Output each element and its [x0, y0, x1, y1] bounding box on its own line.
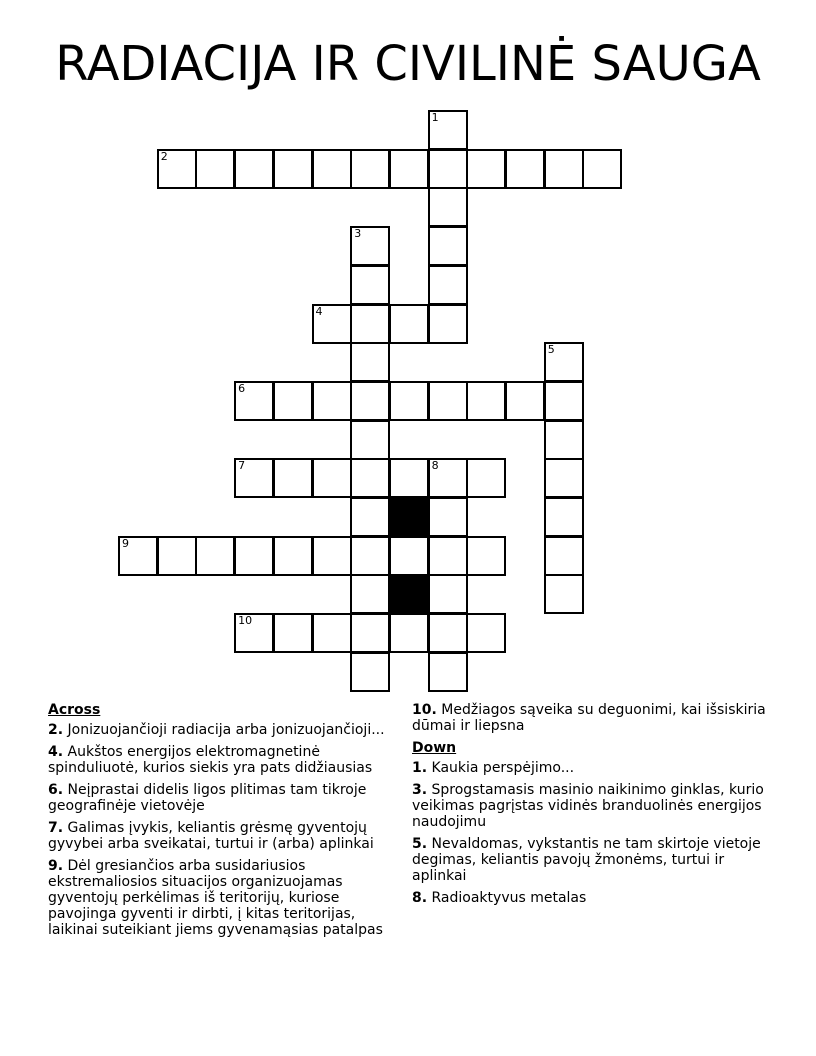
clue-down-1: 1. Kaukia perspėjimo... [412, 760, 575, 776]
grid-cell[interactable] [312, 304, 352, 344]
grid-cell[interactable] [195, 536, 235, 576]
grid-cell[interactable] [428, 458, 468, 498]
grid-cell[interactable] [389, 149, 429, 189]
clue-across-6: 6. Neįprastai didelis ligos plitimas tam tikroje geografinėje vietovėje [48, 782, 367, 814]
clue-down-3: 3. Sprogstamasis masinio naikinimo ginklas, kurio veikimas pagrįstas vidinės branduolinės energijos naudojimu [412, 782, 764, 830]
grid-cell[interactable] [234, 613, 274, 653]
down-heading: Down [412, 740, 457, 756]
grid-cell[interactable] [466, 458, 506, 498]
grid-cell[interactable] [234, 381, 274, 421]
grid-cell[interactable] [234, 536, 274, 576]
grid-cell[interactable] [350, 420, 390, 460]
grid-cell[interactable] [350, 613, 390, 653]
clue-number: 9 [122, 536, 129, 550]
grid-cell[interactable] [505, 381, 545, 421]
grid-cell[interactable] [312, 458, 352, 498]
clue-number: 3 [354, 227, 362, 241]
clues-right-column [412, 702, 782, 912]
grid-cell[interactable] [428, 265, 468, 305]
grid-cell[interactable] [544, 420, 584, 460]
grid-cell[interactable] [582, 149, 622, 189]
grid-cell[interactable] [350, 381, 390, 421]
grid-cell[interactable] [389, 613, 429, 653]
clue-number: 6 [238, 381, 246, 395]
grid-cell[interactable] [350, 149, 390, 189]
clue-down-8: 8. Radioaktyvus metalas [412, 890, 587, 906]
grid-cell[interactable] [428, 652, 468, 692]
grid-cell[interactable] [157, 149, 197, 189]
grid-cell[interactable] [428, 381, 468, 421]
grid-cell[interactable] [466, 536, 506, 576]
clue-across-10: 10. Medžiagos sąveika su deguonimi, kai išsiskiria dūmai ir liepsna [412, 702, 766, 734]
grid-cell[interactable] [428, 304, 468, 344]
clue-number: 8 [431, 459, 439, 473]
clue-number: 10 [238, 614, 253, 628]
grid-cell[interactable] [389, 381, 429, 421]
clue-down-5: 5. Nevaldomas, vykstantis ne tam skirtoje vietoje degimas, keliantis pavojų žmonėms, turtui ir aplinkai [412, 836, 761, 884]
grid-cell[interactable] [544, 574, 584, 614]
grid-cell[interactable] [350, 497, 390, 537]
clue-across-9: 9. Dėl gresiančios arba susidariusios ekstremaliosios situacijos organizuojamas gyventojų perkėlimas iš teritorijų, kuriose pavojinga gyventi ir dirbti, į kitas teritorijas, laikinai suteikiant jiems gyvenamąsias patalpas [48, 858, 383, 938]
clues-left-column [48, 702, 408, 944]
clue-across-2: 2. Jonizuojančioji radiacija arba jonizuojančioji... [48, 722, 385, 738]
grid-cell[interactable] [350, 458, 390, 498]
grid-cell[interactable] [544, 497, 584, 537]
grid-cell[interactable] [544, 342, 584, 382]
grid-cell[interactable] [350, 226, 390, 266]
grid-cell[interactable] [466, 149, 506, 189]
grid-cell[interactable] [195, 149, 235, 189]
page-title: RADIACIJA IR CIVILINĖ SAUGA [55, 36, 761, 92]
clue-across-7: 7. Galimas įvykis, keliantis grėsmę gyventojų gyvybei arba sveikatai, turtui ir (arba) aplinkai [48, 820, 374, 852]
grid-cell[interactable] [466, 381, 506, 421]
grid-cell[interactable] [428, 110, 468, 150]
grid-cell[interactable] [544, 458, 584, 498]
grid-cell[interactable] [428, 613, 468, 653]
grid-cell[interactable] [428, 536, 468, 576]
grid-cell[interactable] [350, 265, 390, 305]
clue-number: 2 [160, 149, 168, 163]
grid-cell[interactable] [389, 536, 429, 576]
grid-cell[interactable] [312, 381, 352, 421]
grid-cell[interactable] [544, 536, 584, 576]
grid-cell-black [389, 574, 429, 614]
grid-cell[interactable] [544, 381, 584, 421]
grid-cell[interactable] [466, 613, 506, 653]
grid-cell[interactable] [350, 652, 390, 692]
grid-cell[interactable] [312, 613, 352, 653]
grid-cell[interactable] [350, 304, 390, 344]
grid-cell[interactable] [350, 342, 390, 382]
grid-cell[interactable] [389, 458, 429, 498]
grid-cell[interactable] [157, 536, 197, 576]
grid-cell[interactable] [428, 226, 468, 266]
grid-cell[interactable] [428, 187, 468, 227]
grid-cell[interactable] [273, 149, 313, 189]
grid-cell-black [389, 497, 429, 537]
grid-cell[interactable] [389, 304, 429, 344]
clue-number: 5 [547, 343, 555, 357]
grid-cell[interactable] [234, 149, 274, 189]
grid-cell[interactable] [428, 497, 468, 537]
grid-cell[interactable] [428, 149, 468, 189]
clue-number: 1 [431, 111, 439, 124]
grid-cell[interactable] [350, 536, 390, 576]
across-heading: Across [48, 702, 101, 718]
grid-cell[interactable] [118, 536, 158, 576]
grid-cell[interactable] [544, 149, 584, 189]
grid-cell[interactable] [505, 149, 545, 189]
grid-cell[interactable] [428, 574, 468, 614]
clue-number: 7 [238, 459, 246, 473]
clue-number: 4 [315, 304, 323, 318]
grid-cell[interactable] [273, 381, 313, 421]
grid-cell[interactable] [273, 613, 313, 653]
grid-cell[interactable] [234, 458, 274, 498]
grid-cell[interactable] [273, 458, 313, 498]
grid-cell[interactable] [350, 574, 390, 614]
clue-across-4: 4. Aukštos energijos elektromagnetinė spinduliuotė, kurios siekis yra pats didžiausias [48, 744, 373, 776]
grid-cell[interactable] [273, 536, 313, 576]
grid-cell[interactable] [312, 149, 352, 189]
grid-cell[interactable] [312, 536, 352, 576]
